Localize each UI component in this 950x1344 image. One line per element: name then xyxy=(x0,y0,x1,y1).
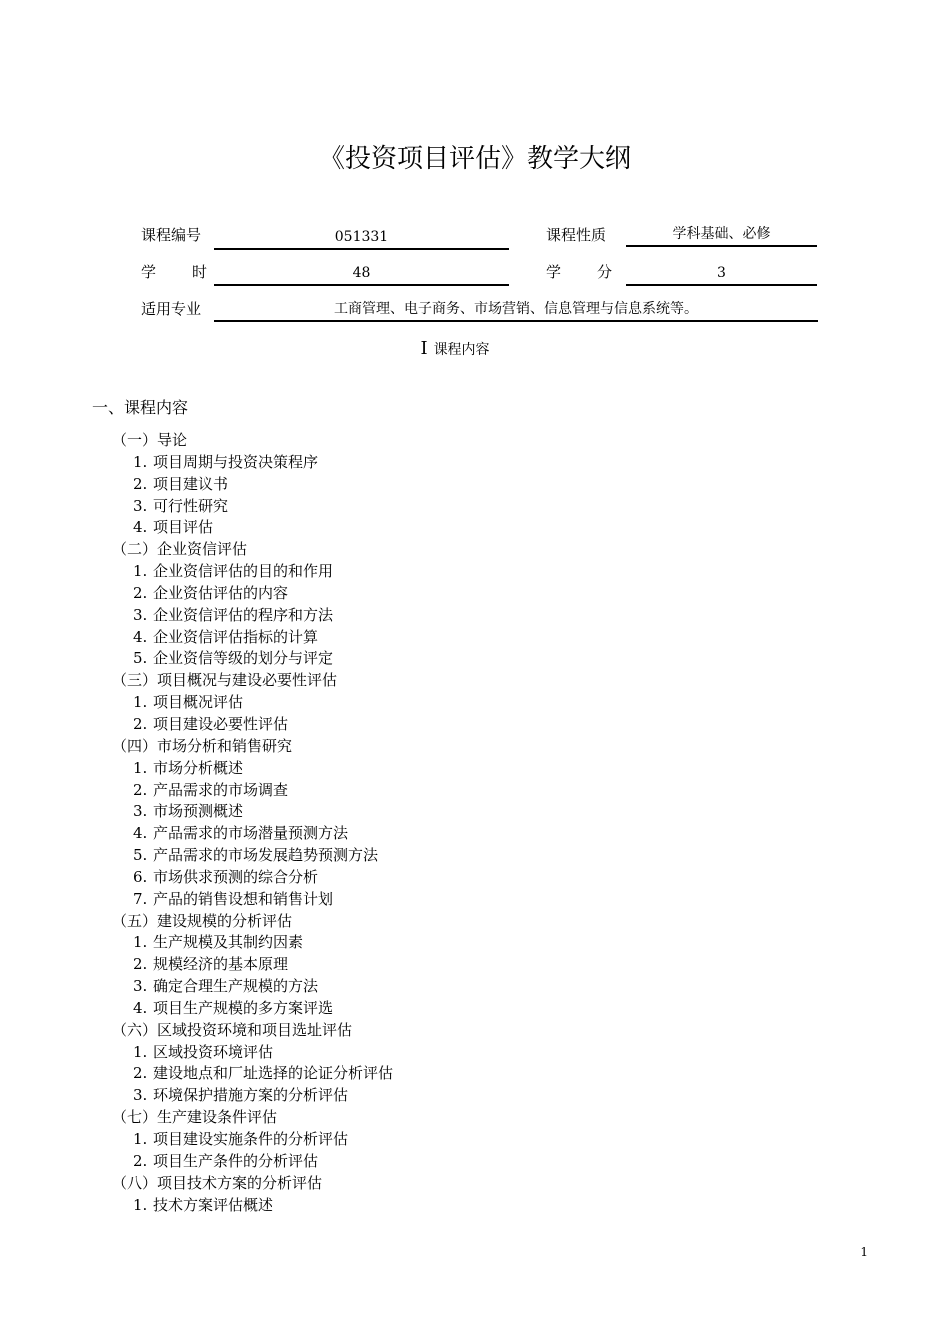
outline-item xyxy=(133,1042,950,1064)
outline-item-number: 1. xyxy=(133,562,148,581)
outline-item-text: 企业资信评估指标的计算 xyxy=(153,627,319,646)
majors-value: 工商管理、电子商务、市场营销、信息管理与信息系统等。 xyxy=(214,298,818,322)
outline-item-number: 2. xyxy=(133,1064,148,1083)
document-title: 《投资项目评估》教学大纲 xyxy=(318,144,631,174)
outline-item-text: 规模经济的基本原理 xyxy=(153,955,289,974)
outline-item-number: 3. xyxy=(133,605,148,624)
outline-item-text: 市场供求预测的综合分析 xyxy=(153,867,319,886)
credits-label: 学 分 xyxy=(546,263,612,281)
outline-item-number: 3. xyxy=(133,1086,148,1105)
outline-item xyxy=(133,758,950,780)
outline-item-text: 产品需求的市场潜量预测方法 xyxy=(153,824,349,843)
outline-item-number: 2. xyxy=(133,714,148,733)
outline-item xyxy=(133,561,950,583)
outline-item-text: 项目生产条件的分析评估 xyxy=(153,1151,319,1170)
outline-item-text: 产品需求的市场调查 xyxy=(153,780,289,799)
outline-item xyxy=(133,714,950,736)
part-title: 课程内容 xyxy=(433,342,490,358)
outline-item-number: 3. xyxy=(133,977,148,996)
chapter-heading: （六）区域投资环境和项目选址评估 xyxy=(112,1020,353,1039)
outline-item-text: 市场分析概述 xyxy=(153,758,244,777)
outline-item xyxy=(133,998,950,1020)
outline-item-number: 2. xyxy=(133,955,148,974)
part-numeral: I xyxy=(420,338,428,359)
outline-item xyxy=(133,517,950,539)
outline-item-number: 4. xyxy=(133,627,148,646)
outline-item xyxy=(133,801,950,823)
outline-item xyxy=(133,823,950,845)
outline-item-number: 5. xyxy=(133,649,148,668)
outline-item xyxy=(133,648,950,670)
outline-item xyxy=(133,496,950,518)
section-heading: 一、课程内容 xyxy=(92,398,189,417)
outline-item-number: 1. xyxy=(133,1195,148,1214)
outline-item-number: 2. xyxy=(133,583,148,602)
outline-item-number: 1. xyxy=(133,758,148,777)
chapter-heading: （二）企业资信评估 xyxy=(112,540,248,559)
outline-item-number: 6. xyxy=(133,867,148,886)
outline-item xyxy=(133,692,950,714)
outline-item xyxy=(133,1129,950,1151)
majors-label: 适用专业 xyxy=(141,300,202,318)
course-outline xyxy=(0,430,950,1216)
outline-item-number: 3. xyxy=(133,802,148,821)
page-number: 1 xyxy=(860,1245,868,1259)
outline-item-number: 4. xyxy=(133,518,148,537)
outline-item-number: 1. xyxy=(133,693,148,712)
outline-item-text: 企业资信评估的目的和作用 xyxy=(153,562,334,581)
chapter-heading: （三）项目概况与建设必要性评估 xyxy=(112,671,338,690)
outline-item-text: 项目建议书 xyxy=(153,474,229,493)
outline-item-text: 确定合理生产规模的方法 xyxy=(153,977,319,996)
outline-item xyxy=(133,1151,950,1173)
chapter-heading: （七）生产建设条件评估 xyxy=(112,1108,278,1127)
outline-item-text: 产品的销售设想和销售计划 xyxy=(153,889,334,908)
outline-item-number: 2. xyxy=(133,1151,148,1170)
outline-item xyxy=(133,1085,950,1107)
credits-value: 3 xyxy=(626,262,817,286)
outline-item xyxy=(133,474,950,496)
outline-item-text: 技术方案评估概述 xyxy=(153,1195,274,1214)
outline-item xyxy=(133,954,950,976)
outline-item-text: 项目建设实施条件的分析评估 xyxy=(153,1130,349,1148)
outline-item-number: 4. xyxy=(133,824,148,843)
outline-item-number: 1. xyxy=(133,1042,148,1061)
outline-item xyxy=(133,845,950,867)
outline-item-text: 项目概况评估 xyxy=(153,693,244,712)
hours-label: 学 时 xyxy=(141,263,207,281)
outline-item xyxy=(133,867,950,889)
chapter-heading: （一）导论 xyxy=(112,431,188,449)
outline-item-text: 区域投资环境评估 xyxy=(153,1042,274,1061)
outline-item-text: 项目建设必要性评估 xyxy=(153,714,289,733)
outline-item-text: 项目周期与投资决策程序 xyxy=(153,452,319,471)
info-row-majors xyxy=(0,298,950,328)
outline-item xyxy=(133,1195,950,1217)
outline-item xyxy=(133,780,950,802)
outline-item-number: 2. xyxy=(133,780,148,799)
info-row-code-nature xyxy=(0,224,950,254)
chapter-heading: （八）项目技术方案的分析评估 xyxy=(112,1173,323,1192)
info-row-hours-credits xyxy=(0,261,950,291)
outline-item xyxy=(133,627,950,649)
outline-item-number: 4. xyxy=(133,998,148,1017)
outline-item xyxy=(133,976,950,998)
outline-item xyxy=(133,452,950,474)
outline-item-text: 企业资信评估的程序和方法 xyxy=(153,605,334,624)
outline-item-number: 7. xyxy=(133,889,148,908)
outline-item-text: 建设地点和厂址选择的论证分析评估 xyxy=(153,1064,394,1083)
outline-item-text: 市场预测概述 xyxy=(153,802,244,821)
outline-item-text: 可行性研究 xyxy=(153,496,229,515)
chapter-heading: （四）市场分析和销售研究 xyxy=(112,736,293,755)
outline-item xyxy=(133,583,950,605)
outline-item xyxy=(133,932,950,954)
outline-item-number: 1. xyxy=(133,1130,148,1148)
course-nature-label: 课程性质 xyxy=(546,226,607,244)
outline-item-text: 产品需求的市场发展趋势预测方法 xyxy=(153,846,379,865)
course-code-label: 课程编号 xyxy=(141,226,202,244)
outline-item-text: 生产规模及其制约因素 xyxy=(153,933,304,952)
outline-item-text: 企业资信等级的划分与评定 xyxy=(153,649,334,668)
course-nature-value: 学科基础、必修 xyxy=(626,223,817,247)
hours-value: 48 xyxy=(214,262,509,286)
outline-item xyxy=(133,605,950,627)
outline-item-number: 2. xyxy=(133,474,148,493)
outline-item-number: 1. xyxy=(133,452,148,471)
outline-item xyxy=(133,889,950,911)
outline-item-number: 5. xyxy=(133,846,148,865)
outline-item-text: 项目生产规模的多方案评选 xyxy=(153,998,334,1017)
course-code-value: 051331 xyxy=(214,226,509,250)
chapter-heading: （五）建设规模的分析评估 xyxy=(112,911,293,930)
outline-item-number: 1. xyxy=(133,933,148,952)
outline-item-text: 环境保护措施方案的分析评估 xyxy=(153,1086,349,1105)
outline-item-text: 项目评估 xyxy=(153,518,214,537)
part-heading xyxy=(0,336,910,363)
outline-item-text: 企业资估评估的内容 xyxy=(153,583,289,602)
outline-item-number: 3. xyxy=(133,496,148,515)
outline-item xyxy=(133,1063,950,1085)
